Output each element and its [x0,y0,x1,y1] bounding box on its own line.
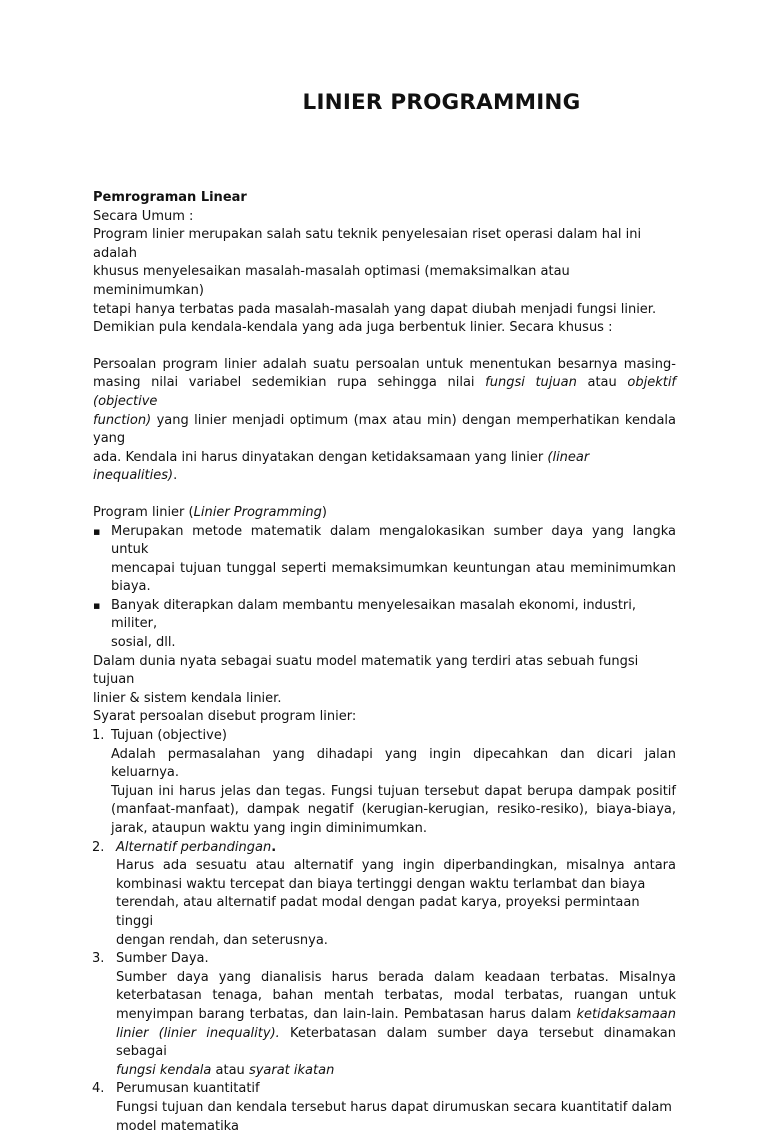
paragraph-line: mencapai tujuan tunggal seperti memaksimumkan keuntungan atau meminimumkan [111,560,676,579]
list-item [93,1080,676,1136]
italic-term: fungsi kendala [116,1063,211,1078]
text-run: menyimpan barang terbatas, dan lain-lain. Pembatasan harus dalam [116,1007,576,1022]
item-title: Sumber Daya. [93,950,676,969]
paragraph-line [116,1025,676,1062]
text-run: masing nilai variabel sedemikian rupa sehingga nilai [93,375,485,390]
document-body [93,189,676,1136]
text-run: Program linier ( [93,505,194,520]
item-number: 2. [92,839,104,858]
paragraph-line: Tujuan ini harus jelas dan tegas. Fungsi tujuan tersebut dapat berupa dampak positif [111,783,676,802]
italic-term: ketidaksamaan [576,1007,676,1022]
item-title [93,839,676,858]
bullet-icon: ▪ [93,597,100,616]
paragraph-line: Dalam dunia nyata sebagai suatu model matematik yang terdiri atas sebuah fungsi tujuan [93,653,676,690]
text-run: . [173,468,177,483]
list-item [93,839,676,951]
paragraph-line: Harus ada sesuatu atau alternatif yang ingin diperbandingkan, misalnya antara [116,857,676,876]
text-run: atau [211,1063,249,1078]
section-heading: Pemrograman Linear [93,189,676,208]
italic-term: Linier Programming [194,505,322,520]
paragraph-line: biaya. [111,578,676,597]
paragraph-line: model matematika [116,1118,676,1136]
paragraph-line: (manfaat-manfaat), dampak negatif (kerugian-kerugian, resiko-resiko), biaya-biaya, [111,801,676,820]
paragraph-line: Banyak diterapkan dalam membantu menyelesaikan masalah ekonomi, industri, militer, [111,597,676,634]
item-body [93,857,676,950]
item-body [93,969,676,1081]
item-number: 3. [92,950,104,969]
paragraph-line: dengan rendah, dan seterusnya. [116,932,676,951]
item-title: Tujuan (objective) [93,727,676,746]
paragraph-line: Persoalan program linier adalah suatu persoalan untuk menentukan besarnya masing- [93,356,676,375]
paragraph-line: terendah, atau alternatif padat modal dengan padat karya, proyeksi permintaan tinggi [116,894,676,931]
item-body [93,746,676,839]
paragraph-intro [93,226,676,338]
paragraph-line: Adalah permasalahan yang dihadapi yang ingin dipecahkan dan dicari jalan keluarnya. [111,746,676,783]
paragraph-line: tetapi hanya terbatas pada masalah-masalah yang dapat diubah menjadi fungsi linier. [93,301,676,320]
text-run: Keterbatasan dalam sumber daya tersebut dinamakan sebagai [116,1026,676,1060]
list-item [93,597,676,653]
item-body [93,1099,676,1136]
paragraph-line: Program linier merupakan salah satu teknik penyelesaian riset operasi dalam hal ini adalah [93,226,676,263]
item-title: Perumusan kuantitatif [93,1080,676,1099]
italic-term: syarat ikatan [249,1063,334,1078]
list-item [93,727,676,839]
program-linier-label [93,504,676,523]
italic-term: linier (linier inequality). [116,1026,280,1041]
paragraph-line [116,1062,676,1081]
secara-umum-label: Secara Umum : [93,208,676,227]
paragraph-line: jarak, ataupun waktu yang ingin diminimumkan. [111,820,676,839]
paragraph-line: Demikian pula kendala-kendala yang ada juga berbentuk linier. Secara khusus : [93,319,676,338]
italic-term: objektif (objective [93,375,676,409]
syarat-label: Syarat persoalan disebut program linier: [93,708,676,727]
text-run: yang linier menjadi optimum (max atau min) dengan memperhatikan kendala yang [93,413,676,447]
paragraph-line: sosial, dll. [111,634,676,653]
italic-term: fungsi tujuan [485,375,577,390]
text-run: ada. Kendala ini harus dinyatakan dengan ketidaksamaan yang linier [93,450,547,465]
paragraph-line: Sumber daya yang dianalisis harus berada dalam keadaan terbatas. Misalnya [116,969,676,988]
paragraph-line: kombinasi waktu tercepat dan biaya tertinggi dengan waktu terlambat dan biaya [116,876,676,895]
paragraph-line [93,412,676,449]
paragraph-line: khusus menyelesaikan masalah-masalah optimasi (memaksimalkan atau meminimumkan) [93,263,676,300]
paragraph-line [93,374,676,411]
paragraph-persoalan [93,356,676,486]
paragraph-line: Merupakan metode matematik dalam mengalokasikan sumber daya yang langka untuk [111,523,676,560]
paragraph-line: linier & sistem kendala linier. [93,690,676,709]
text-run: . [271,840,276,855]
bullet-icon: ▪ [93,523,100,542]
paragraph-dunia-nyata [93,653,676,709]
page-title: LINIER PROGRAMMING [0,88,768,118]
italic-term: function) [93,413,151,428]
paragraph-line [93,449,676,486]
list-item [93,523,676,597]
italic-term: Alternatif perbandingan [116,840,271,855]
item-number: 4. [92,1080,104,1099]
text-run: atau [577,375,628,390]
paragraph-line: Fungsi tujuan dan kendala tersebut harus dapat dirumuskan secara kuantitatif dalam [116,1099,676,1118]
item-number: 1. [92,727,104,746]
paragraph-line [116,1006,676,1025]
text-run: ) [322,505,327,520]
italic-term: (linear inequalities) [93,450,589,484]
bullet-list [93,523,676,653]
paragraph-line: keterbatasan tenaga, bahan mentah terbatas, modal terbatas, ruangan untuk [116,987,676,1006]
list-item [93,950,676,1080]
